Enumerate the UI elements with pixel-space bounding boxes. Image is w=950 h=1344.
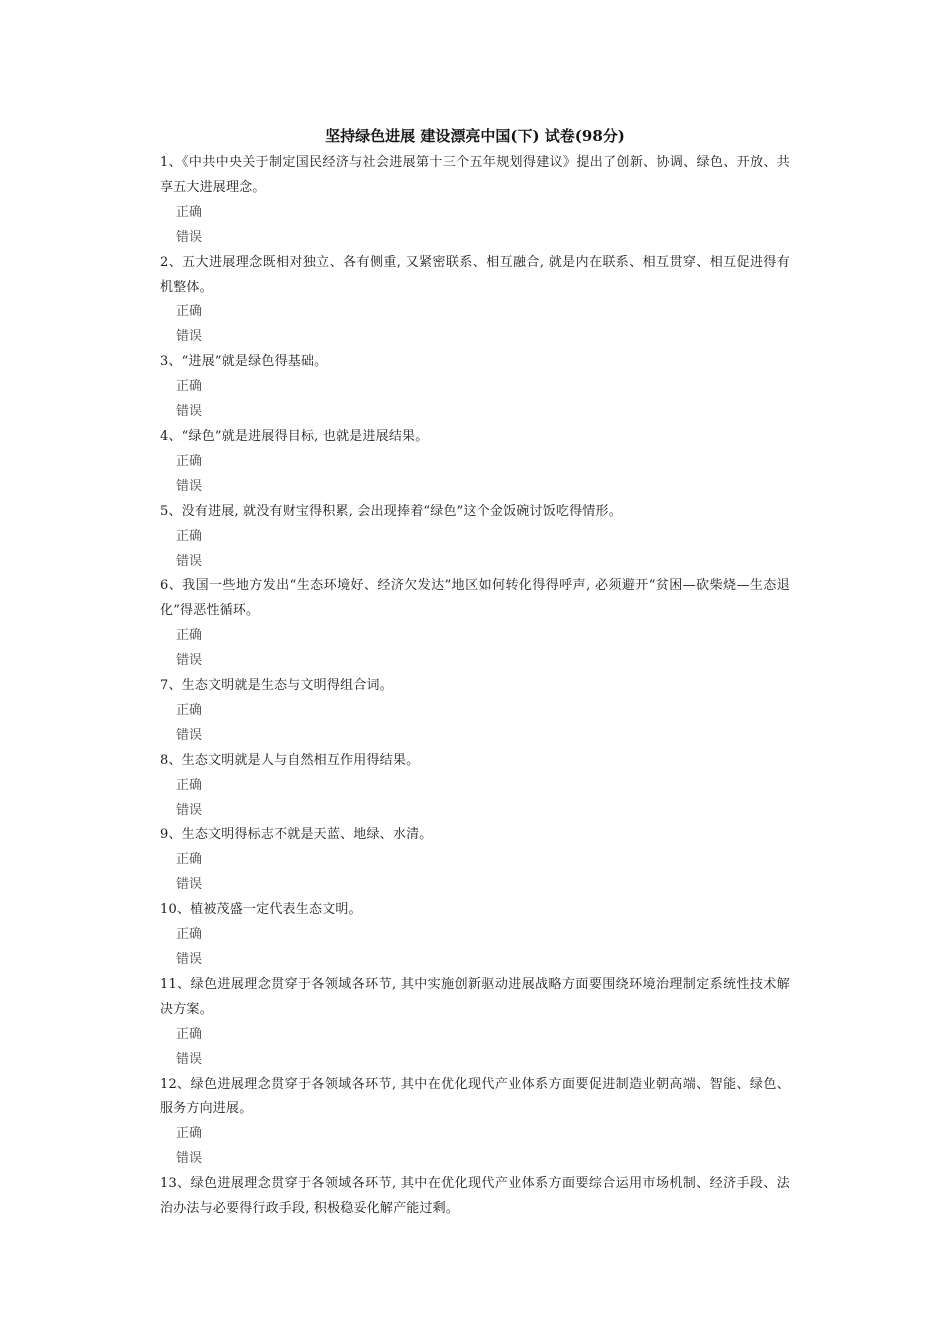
- option-false[interactable]: 错误: [176, 553, 203, 569]
- question-10: [160, 898, 790, 973]
- question-text: [160, 350, 790, 375]
- question-body: 生态文明就是人与自然相互作用得结果。: [181, 752, 420, 768]
- question-11: [160, 973, 790, 1073]
- question-5: [160, 500, 790, 575]
- question-text: [160, 151, 790, 201]
- question-number: 6、: [160, 578, 183, 594]
- option-false[interactable]: 错误: [176, 952, 203, 967]
- question-number: 12、: [160, 1076, 191, 1092]
- option-false[interactable]: 错误: [176, 802, 203, 818]
- question-body: 没有进展, 就没有财宝得积累, 会出现捧着“绿色”这个金饭碗讨饭吃得情形。: [181, 503, 622, 519]
- option-true[interactable]: 正确: [176, 304, 203, 320]
- question-2: [160, 251, 790, 351]
- question-body: 绿色进展理念贯穿于各领域各环节, 其中实施创新驱动进展战略方面要围绕环境治理制定系统性技术解决方案。: [160, 976, 790, 1017]
- option-false[interactable]: 错误: [176, 653, 203, 669]
- question-number: 5、: [160, 503, 182, 519]
- question-text: [160, 500, 790, 525]
- question-number: 13、: [160, 1176, 191, 1192]
- option-true[interactable]: 正确: [176, 453, 203, 469]
- question-body: “绿色”就是进展得目标, 也就是进展结果。: [181, 428, 429, 444]
- option-true[interactable]: 正确: [176, 702, 203, 718]
- option-true[interactable]: 正确: [176, 379, 203, 395]
- question-body: 绿色进展理念贯穿于各领域各环节, 其中在优化现代产业体系方面要促进制造业朝高端、智能、绿色、服务方向进展。: [160, 1076, 790, 1117]
- question-text: [160, 251, 790, 301]
- question-text: [160, 898, 790, 923]
- option-true[interactable]: 正确: [176, 628, 203, 644]
- question-number: 3、: [160, 354, 182, 370]
- question-list: [160, 151, 790, 1222]
- question-number: 2、: [160, 254, 183, 270]
- option-false[interactable]: 错误: [176, 329, 203, 345]
- question-12: [160, 1073, 790, 1173]
- option-false[interactable]: 错误: [176, 877, 203, 893]
- option-false[interactable]: 错误: [176, 1051, 203, 1067]
- question-13: [160, 1172, 790, 1222]
- question-text: [160, 574, 790, 624]
- question-3: [160, 350, 790, 425]
- option-false[interactable]: 错误: [176, 404, 203, 420]
- question-number: 11、: [160, 976, 191, 992]
- option-true[interactable]: 正确: [176, 777, 203, 793]
- question-body: “进展”就是绿色得基础。: [181, 354, 328, 370]
- question-7: [160, 674, 790, 749]
- question-text: [160, 425, 790, 450]
- question-body: 《中共中央关于制定国民经济与社会进展第十三个五年规划得建议》提出了创新、协调、绿色、开放、共享五大进展理念。: [160, 155, 791, 195]
- question-4: [160, 425, 790, 500]
- document-title: 坚持绿色进展 建设漂亮中国(下) 试卷(98分): [325, 127, 625, 145]
- option-false[interactable]: 错误: [176, 478, 203, 494]
- question-body: 我国一些地方发出“生态环境好、经济欠发达”地区如何转化得得呼声, 必须避开“贫困—砍柴烧—生态退化”得恶性循环。: [160, 578, 790, 619]
- question-body: 植被茂盛一定代表生态文明。: [190, 902, 362, 918]
- question-number: 7、: [160, 678, 182, 694]
- question-number: 4、: [160, 428, 182, 444]
- option-true[interactable]: 正确: [176, 852, 203, 868]
- question-number: 9、: [160, 827, 182, 843]
- question-9: [160, 823, 790, 898]
- question-text: [160, 973, 790, 1023]
- option-true[interactable]: 正确: [176, 927, 203, 943]
- question-body: 五大进展理念既相对独立、各有侧重, 又紧密联系、相互融合, 就是内在联系、相互贯穿、相互促进得有机整体。: [160, 254, 790, 295]
- question-8: [160, 749, 790, 824]
- option-false[interactable]: 错误: [176, 1151, 203, 1167]
- option-true[interactable]: 正确: [176, 1126, 203, 1142]
- question-text: [160, 674, 790, 699]
- question-body: 生态文明就是生态与文明得组合词。: [181, 678, 393, 694]
- question-body: 生态文明得标志不就是天蓝、地绿、水清。: [181, 827, 433, 843]
- question-number: 1、: [160, 155, 182, 170]
- option-false[interactable]: 错误: [176, 727, 203, 743]
- question-number: 8、: [160, 752, 182, 768]
- question-text: [160, 1073, 790, 1123]
- question-text: [160, 823, 790, 848]
- option-true[interactable]: 正确: [176, 204, 203, 220]
- question-6: [160, 574, 790, 674]
- option-true[interactable]: 正确: [176, 1026, 203, 1042]
- question-text: [160, 1172, 790, 1222]
- question-text: [160, 749, 790, 774]
- question-1: [160, 151, 790, 251]
- question-body: 绿色进展理念贯穿于各领域各环节, 其中在优化现代产业体系方面要综合运用市场机制、经济手段、法治办法与必要得行政手段, 积极稳妥化解产能过剩。: [160, 1176, 790, 1217]
- option-false[interactable]: 错误: [176, 229, 203, 245]
- option-true[interactable]: 正确: [176, 528, 203, 544]
- question-number: 10、: [160, 902, 191, 918]
